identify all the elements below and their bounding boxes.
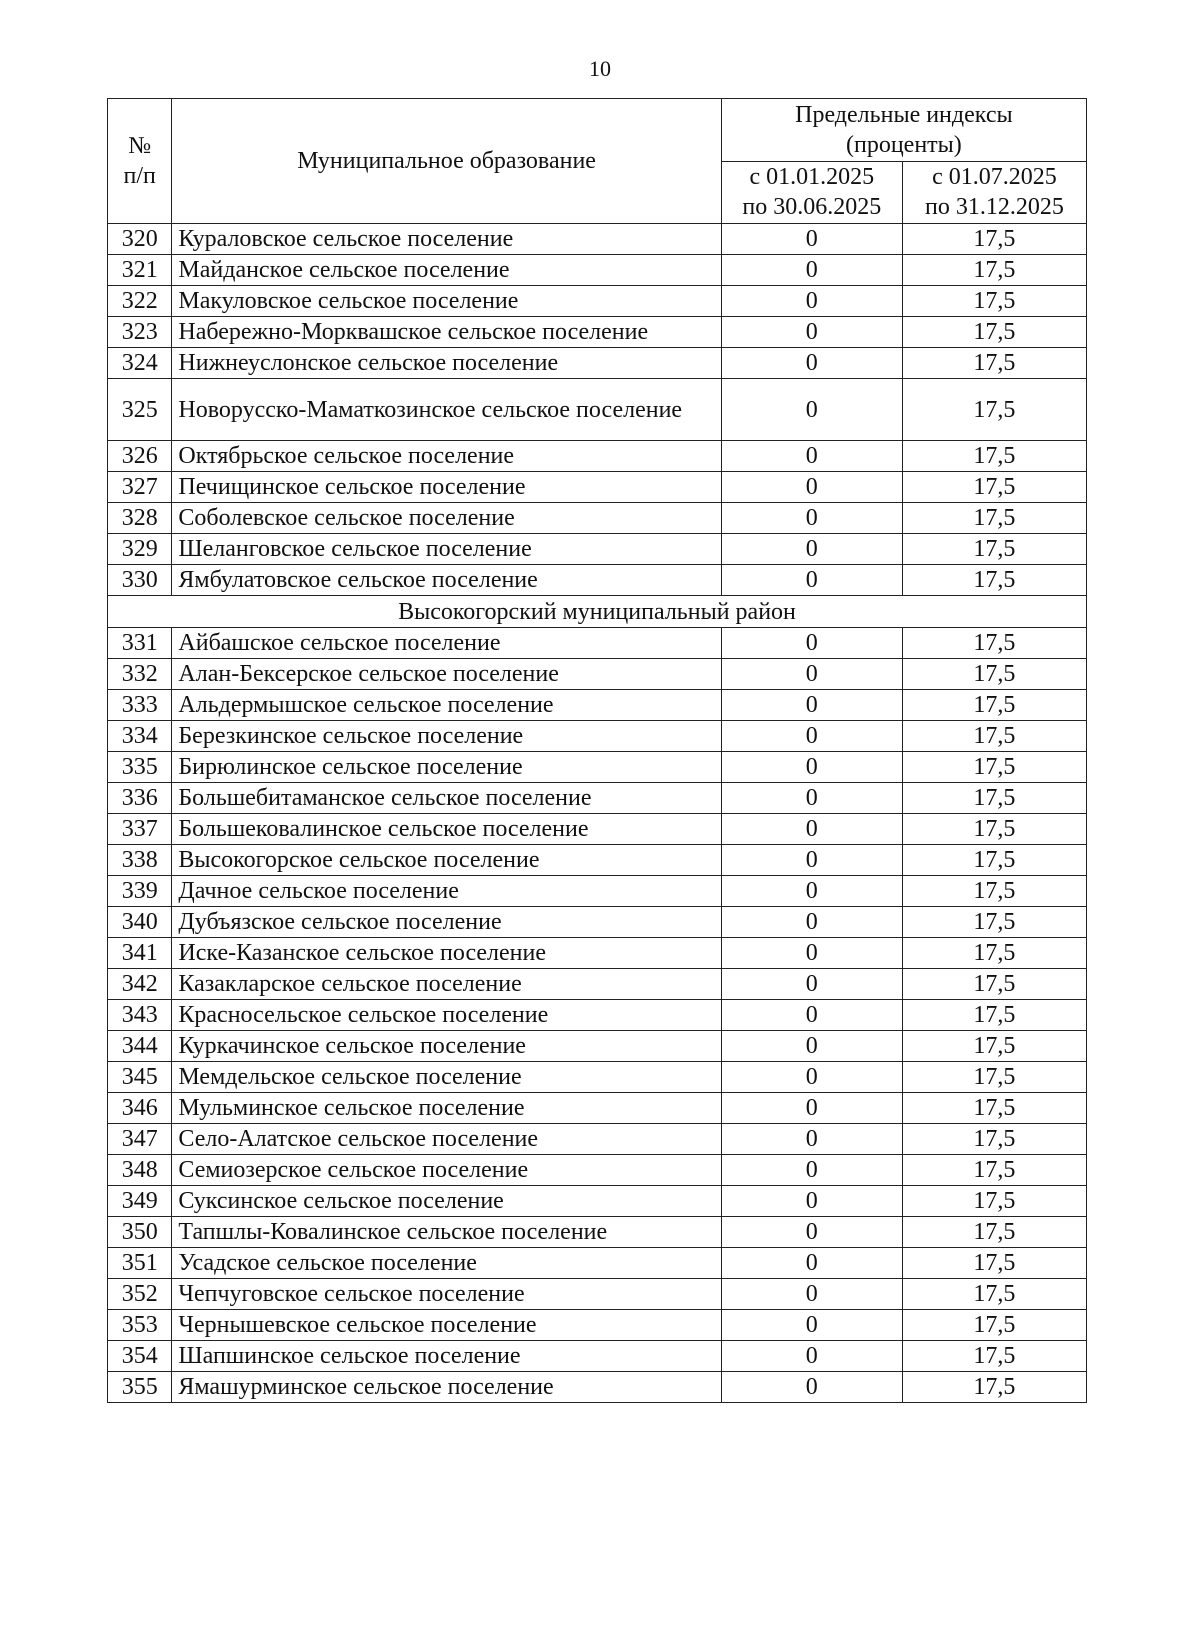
row-index-period-2: 17,5 — [902, 503, 1086, 534]
row-number: 355 — [108, 1372, 172, 1403]
row-index-period-2: 17,5 — [902, 814, 1086, 845]
row-municipality: Бирюлинское сельское поселение — [172, 752, 721, 783]
row-number: 337 — [108, 814, 172, 845]
row-municipality: Большековалинское сельское поселение — [172, 814, 721, 845]
row-index-period-2: 17,5 — [902, 1217, 1086, 1248]
table-row — [108, 348, 1087, 379]
row-index-period-2: 17,5 — [902, 286, 1086, 317]
row-number: 342 — [108, 969, 172, 1000]
row-municipality: Шеланговское сельское поселение — [172, 534, 721, 565]
row-index-period-1: 0 — [721, 1279, 902, 1310]
row-index-period-2: 17,5 — [902, 907, 1086, 938]
row-index-period-2: 17,5 — [902, 1248, 1086, 1279]
table-row — [108, 659, 1087, 690]
row-index-period-1: 0 — [721, 286, 902, 317]
row-municipality: Семиозерское сельское поселение — [172, 1155, 721, 1186]
row-number: 325 — [108, 379, 172, 441]
row-number: 329 — [108, 534, 172, 565]
header-indices-title: Предельные индексы — [795, 101, 1013, 128]
table-row — [108, 907, 1087, 938]
row-municipality: Альдермышское сельское поселение — [172, 690, 721, 721]
row-municipality: Тапшлы-Ковалинское сельское поселение — [172, 1217, 721, 1248]
table-row — [108, 503, 1087, 534]
row-index-period-1: 0 — [721, 255, 902, 286]
table-row — [108, 1000, 1087, 1031]
header-number-abbrev: п/п — [123, 163, 156, 189]
row-number: 348 — [108, 1155, 172, 1186]
row-municipality: Куркачинское сельское поселение — [172, 1031, 721, 1062]
row-index-period-1: 0 — [721, 1000, 902, 1031]
row-index-period-2: 17,5 — [902, 1031, 1086, 1062]
header-period-1-start: с 01.01.2025 — [749, 164, 875, 191]
row-number: 331 — [108, 628, 172, 659]
row-index-period-1: 0 — [721, 690, 902, 721]
row-municipality: Октябрьское сельское поселение — [172, 441, 721, 472]
row-index-period-1: 0 — [721, 1217, 902, 1248]
row-number: 321 — [108, 255, 172, 286]
row-index-period-2: 17,5 — [902, 565, 1086, 596]
header-municipality: Муниципальное образование — [172, 99, 721, 224]
row-index-period-2: 17,5 — [902, 845, 1086, 876]
row-municipality: Иске-Казанское сельское поселение — [172, 938, 721, 969]
row-index-period-2: 17,5 — [902, 1093, 1086, 1124]
table-row — [108, 565, 1087, 596]
row-number: 334 — [108, 721, 172, 752]
row-index-period-1: 0 — [721, 783, 902, 814]
table-header — [108, 99, 1087, 224]
row-municipality: Новорусско-Маматкозинское сельское поселение — [172, 379, 721, 441]
row-index-period-1: 0 — [721, 845, 902, 876]
row-municipality: Чернышевское сельское поселение — [172, 1310, 721, 1341]
row-index-period-2: 17,5 — [902, 783, 1086, 814]
table-row — [108, 1248, 1087, 1279]
row-index-period-1: 0 — [721, 1186, 902, 1217]
table-row — [108, 1279, 1087, 1310]
row-index-period-1: 0 — [721, 876, 902, 907]
row-index-period-1: 0 — [721, 752, 902, 783]
row-index-period-2: 17,5 — [902, 1124, 1086, 1155]
row-number: 327 — [108, 472, 172, 503]
row-number: 341 — [108, 938, 172, 969]
row-index-period-1: 0 — [721, 565, 902, 596]
row-municipality: Ямашурминское сельское поселение — [172, 1372, 721, 1403]
row-number: 349 — [108, 1186, 172, 1217]
table-row — [108, 721, 1087, 752]
row-index-period-1: 0 — [721, 1031, 902, 1062]
row-number: 330 — [108, 565, 172, 596]
row-number: 346 — [108, 1093, 172, 1124]
table-row — [108, 534, 1087, 565]
header-number — [108, 99, 172, 224]
row-index-period-1: 0 — [721, 472, 902, 503]
row-index-period-1: 0 — [721, 1341, 902, 1372]
row-number: 328 — [108, 503, 172, 534]
row-index-period-1: 0 — [721, 1062, 902, 1093]
header-period-2-end: по 31.12.2025 — [925, 194, 1064, 221]
table-row — [108, 814, 1087, 845]
row-index-period-1: 0 — [721, 938, 902, 969]
row-municipality: Шапшинское сельское поселение — [172, 1341, 721, 1372]
row-number: 322 — [108, 286, 172, 317]
row-municipality: Айбашское сельское поселение — [172, 628, 721, 659]
table-row — [108, 1341, 1087, 1372]
row-index-period-2: 17,5 — [902, 721, 1086, 752]
row-municipality: Мемдельское сельское поселение — [172, 1062, 721, 1093]
row-number: 345 — [108, 1062, 172, 1093]
table-row — [108, 752, 1087, 783]
row-index-period-2: 17,5 — [902, 1310, 1086, 1341]
row-index-period-1: 0 — [721, 1248, 902, 1279]
row-index-period-1: 0 — [721, 1124, 902, 1155]
row-index-period-2: 17,5 — [902, 348, 1086, 379]
row-index-period-2: 17,5 — [902, 1062, 1086, 1093]
row-index-period-2: 17,5 — [902, 628, 1086, 659]
row-index-period-2: 17,5 — [902, 472, 1086, 503]
row-index-period-1: 0 — [721, 224, 902, 255]
row-municipality: Красносельское сельское поселение — [172, 1000, 721, 1031]
row-municipality: Большебитаманское сельское поселение — [172, 783, 721, 814]
row-municipality: Ямбулатовское сельское поселение — [172, 565, 721, 596]
table-row — [108, 1031, 1087, 1062]
row-index-period-1: 0 — [721, 348, 902, 379]
row-index-period-2: 17,5 — [902, 938, 1086, 969]
table-body-part-1 — [108, 224, 1087, 596]
table-body-part-2 — [108, 628, 1087, 1403]
section-title: Высокогорский муниципальный район — [108, 596, 1087, 628]
row-municipality: Село-Алатское сельское поселение — [172, 1124, 721, 1155]
row-municipality: Макуловское сельское поселение — [172, 286, 721, 317]
row-municipality: Суксинское сельское поселение — [172, 1186, 721, 1217]
table-row — [108, 628, 1087, 659]
row-index-period-1: 0 — [721, 721, 902, 752]
table-row — [108, 1093, 1087, 1124]
table-row — [108, 969, 1087, 1000]
row-index-period-2: 17,5 — [902, 659, 1086, 690]
row-index-period-2: 17,5 — [902, 1341, 1086, 1372]
header-period-1-end: по 30.06.2025 — [742, 194, 882, 221]
row-number: 339 — [108, 876, 172, 907]
table-row — [108, 317, 1087, 348]
row-number: 323 — [108, 317, 172, 348]
row-number: 338 — [108, 845, 172, 876]
row-number: 351 — [108, 1248, 172, 1279]
row-municipality: Дачное сельское поселение — [172, 876, 721, 907]
header-indices — [721, 99, 1086, 162]
row-municipality: Набережно-Морквашское сельское поселение — [172, 317, 721, 348]
row-number: 332 — [108, 659, 172, 690]
table-row — [108, 1186, 1087, 1217]
header-period-2-start: с 01.07.2025 — [932, 164, 1057, 191]
row-index-period-1: 0 — [721, 1310, 902, 1341]
row-index-period-1: 0 — [721, 628, 902, 659]
page-number: 10 — [589, 56, 611, 81]
row-index-period-2: 17,5 — [902, 1279, 1086, 1310]
table-row — [108, 845, 1087, 876]
table-row — [108, 938, 1087, 969]
row-municipality: Высокогорское сельское поселение — [172, 845, 721, 876]
row-index-period-1: 0 — [721, 317, 902, 348]
table-row — [108, 286, 1087, 317]
table-row — [108, 1372, 1087, 1403]
row-municipality: Нижнеуслонское сельское поселение — [172, 348, 721, 379]
row-number: 320 — [108, 224, 172, 255]
row-number: 333 — [108, 690, 172, 721]
header-period-2 — [902, 161, 1086, 224]
table-row — [108, 690, 1087, 721]
row-number: 350 — [108, 1217, 172, 1248]
row-index-period-2: 17,5 — [902, 534, 1086, 565]
row-municipality: Алан-Бексерское сельское поселение — [172, 659, 721, 690]
table-row — [108, 224, 1087, 255]
row-index-period-2: 17,5 — [902, 317, 1086, 348]
row-number: 336 — [108, 783, 172, 814]
row-number: 343 — [108, 1000, 172, 1031]
row-index-period-2: 17,5 — [902, 1155, 1086, 1186]
header-indices-unit: (проценты) — [845, 131, 962, 158]
row-index-period-2: 17,5 — [902, 224, 1086, 255]
table-row — [108, 255, 1087, 286]
row-index-period-1: 0 — [721, 814, 902, 845]
row-number: 326 — [108, 441, 172, 472]
row-number: 354 — [108, 1341, 172, 1372]
table-row — [108, 876, 1087, 907]
row-index-period-2: 17,5 — [902, 379, 1086, 441]
row-index-period-1: 0 — [721, 1155, 902, 1186]
row-index-period-2: 17,5 — [902, 255, 1086, 286]
row-index-period-2: 17,5 — [902, 752, 1086, 783]
row-index-period-1: 0 — [721, 659, 902, 690]
indices-table — [107, 98, 1087, 1403]
row-municipality: Майданское сельское поселение — [172, 255, 721, 286]
row-index-period-1: 0 — [721, 534, 902, 565]
row-index-period-2: 17,5 — [902, 441, 1086, 472]
row-index-period-2: 17,5 — [902, 1000, 1086, 1031]
row-number: 347 — [108, 1124, 172, 1155]
table-section — [108, 596, 1087, 628]
table-row — [108, 1124, 1087, 1155]
row-municipality: Березкинское сельское поселение — [172, 721, 721, 752]
row-index-period-1: 0 — [721, 969, 902, 1000]
table-row — [108, 441, 1087, 472]
table-row — [108, 1155, 1087, 1186]
row-index-period-2: 17,5 — [902, 1372, 1086, 1403]
table-row — [108, 472, 1087, 503]
row-number: 352 — [108, 1279, 172, 1310]
row-index-period-1: 0 — [721, 441, 902, 472]
row-municipality: Печищинское сельское поселение — [172, 472, 721, 503]
row-number: 340 — [108, 907, 172, 938]
table-row — [108, 1310, 1087, 1341]
row-municipality: Кураловское сельское поселение — [172, 224, 721, 255]
row-municipality: Чепчуговское сельское поселение — [172, 1279, 721, 1310]
table-row — [108, 1062, 1087, 1093]
row-municipality: Мульминское сельское поселение — [172, 1093, 721, 1124]
row-index-period-2: 17,5 — [902, 876, 1086, 907]
table-row — [108, 1217, 1087, 1248]
row-index-period-1: 0 — [721, 1372, 902, 1403]
row-index-period-1: 0 — [721, 907, 902, 938]
row-index-period-1: 0 — [721, 503, 902, 534]
row-municipality: Соболевское сельское поселение — [172, 503, 721, 534]
header-number-symbol: № — [128, 133, 152, 159]
row-municipality: Дубъязское сельское поселение — [172, 907, 721, 938]
row-municipality: Казакларское сельское поселение — [172, 969, 721, 1000]
row-number: 335 — [108, 752, 172, 783]
row-index-period-1: 0 — [721, 379, 902, 441]
row-number: 353 — [108, 1310, 172, 1341]
row-municipality: Усадское сельское поселение — [172, 1248, 721, 1279]
table-row — [108, 783, 1087, 814]
row-index-period-2: 17,5 — [902, 969, 1086, 1000]
section-row — [108, 596, 1087, 628]
row-index-period-2: 17,5 — [902, 1186, 1086, 1217]
row-index-period-2: 17,5 — [902, 690, 1086, 721]
table-row — [108, 379, 1087, 441]
header-period-1 — [721, 161, 902, 224]
row-index-period-1: 0 — [721, 1093, 902, 1124]
row-number: 344 — [108, 1031, 172, 1062]
row-number: 324 — [108, 348, 172, 379]
